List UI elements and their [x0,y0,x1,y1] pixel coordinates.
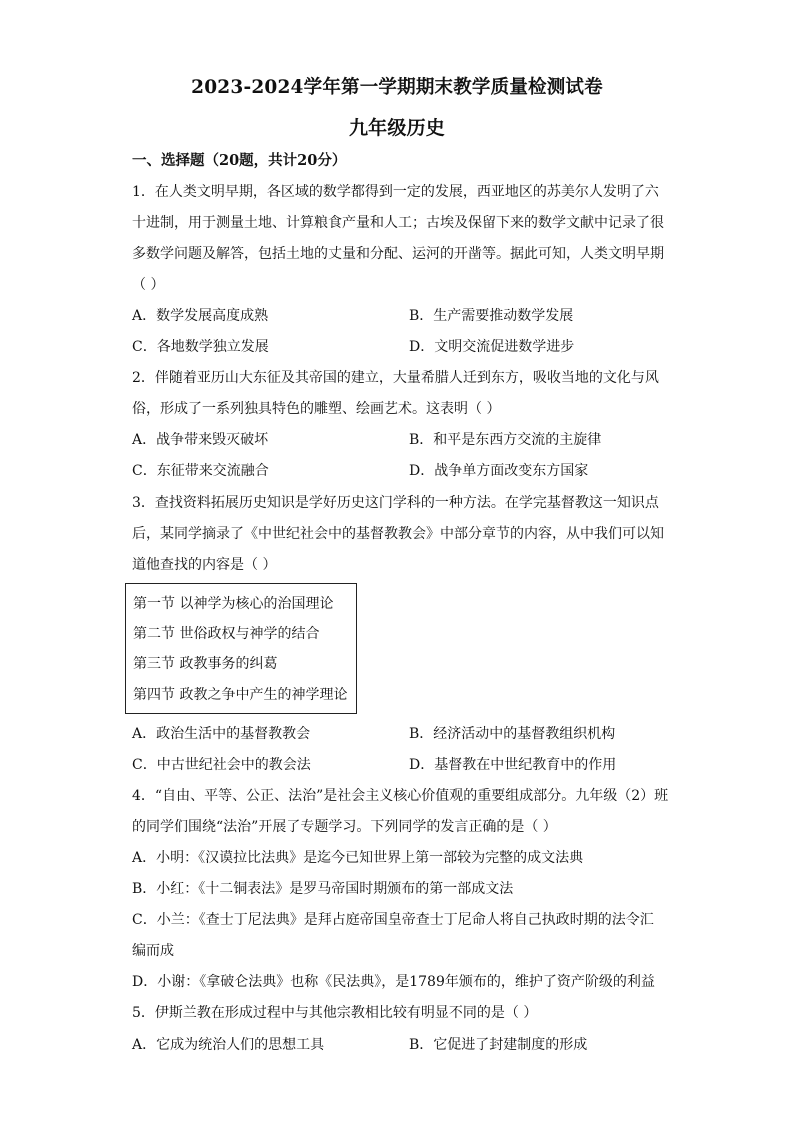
q1-line: 1．在人类文明早期，各区域的数学都得到一定的发展，西亚地区的苏美尔人发明了六 [132,184,659,200]
q3-option-a[interactable]: A．政治生活中的基督教教会 [132,726,311,742]
q5-option-b[interactable]: B．它促进了封建制度的形成 [409,1037,588,1053]
chapter-item: 第三节 政教事务的纠葛 [133,656,278,672]
q1-option-c[interactable]: C．各地数学独立发展 [132,339,269,355]
q1-line: 多数学问题及解答，包括土地的丈量和分配、运河的开凿等。据此可知，人类文明早期 [132,246,664,262]
chapter-excerpt-box [125,583,357,714]
exam-subject: 九年级历史 [348,117,445,139]
q2-option-c[interactable]: C．东征带来交流融合 [132,463,269,479]
q4-option-b[interactable]: B．小红：《十二铜表法》是罗马帝国时期颁布的第一部成文法 [132,881,514,897]
q1-line: 十进制，用于测量土地、计算粮食产量和人工；古埃及保留下来的数学文献中记录了很 [132,215,664,231]
chapter-item: 第四节 政教之争中产生的神学理论 [133,687,348,703]
q3-line: 道他查找的内容是（ ） [132,557,277,573]
chapter-item: 第一节 以神学为核心的治国理论 [133,596,334,612]
q5-line: 5．伊斯兰教在形成过程中与其他宗教相比较有明显不同的是（ ） [132,1005,538,1021]
q4-option-c-cont[interactable]: 编而成 [132,943,174,959]
q2-option-d[interactable]: D．战争单方面改变东方国家 [409,463,589,479]
q3-option-c[interactable]: C．中古世纪社会中的教会法 [132,757,311,773]
q2-line: 2．伴随着亚历山大东征及其帝国的建立，大量希腊人迁到东方，吸收当地的文化与风 [132,370,659,386]
q5-option-a[interactable]: A．它成为统治人们的思想工具 [132,1037,325,1053]
section-heading: 一、选择题（20题，共计20分） [132,152,347,169]
chapter-item: 第二节 世俗政权与神学的结合 [133,626,320,642]
q3-option-d[interactable]: D．基督教在中世纪教育中的作用 [409,757,617,773]
q2-line: 俗，形成了一系列独具特色的雕塑、绘画艺术。这表明（ ） [132,401,501,417]
q3-line: 后，某同学摘录了《中世纪社会中的基督教教会》中部分章节的内容，从中我们可以知 [132,526,664,542]
exam-title: 2023-2024学年第一学期期末教学质量检测试卷 [191,77,603,98]
q4-line: 4．“自由、平等、公正、法治”是社会主义核心价值观的重要组成部分。九年级（2）班 [132,788,669,804]
q1-option-a[interactable]: A．数学发展高度成熟 [132,308,269,324]
q4-line: 的同学们围绕“法治”开展了专题学习。下列同学的发言正确的是（ ） [132,819,557,835]
q4-option-c[interactable]: C．小兰：《查士丁尼法典》是拜占庭帝国皇帝查士丁尼命人将自己执政时期的法令汇 [132,912,654,928]
q4-option-d[interactable]: D．小谢：《拿破仑法典》也称《民法典》，是1789年颁布的，维护了资产阶级的利益 [132,974,655,990]
q2-option-b[interactable]: B．和平是东西方交流的主旋律 [409,432,602,448]
q1-option-d[interactable]: D．文明交流促进数学进步 [409,339,575,355]
q3-option-b[interactable]: B．经济活动中的基督教组织机构 [409,726,616,742]
q2-option-a[interactable]: A．战争带来毁灭破坏 [132,432,269,448]
q1-line: （ ） [132,277,165,293]
q3-line: 3．查找资料拓展历史知识是学好历史这门学科的一种方法。在学完基督教这一知识点 [132,495,659,511]
q4-option-a[interactable]: A．小明：《汉谟拉比法典》是迄今已知世界上第一部较为完整的成文法典 [132,850,584,866]
q1-option-b[interactable]: B．生产需要推动数学发展 [409,308,574,324]
